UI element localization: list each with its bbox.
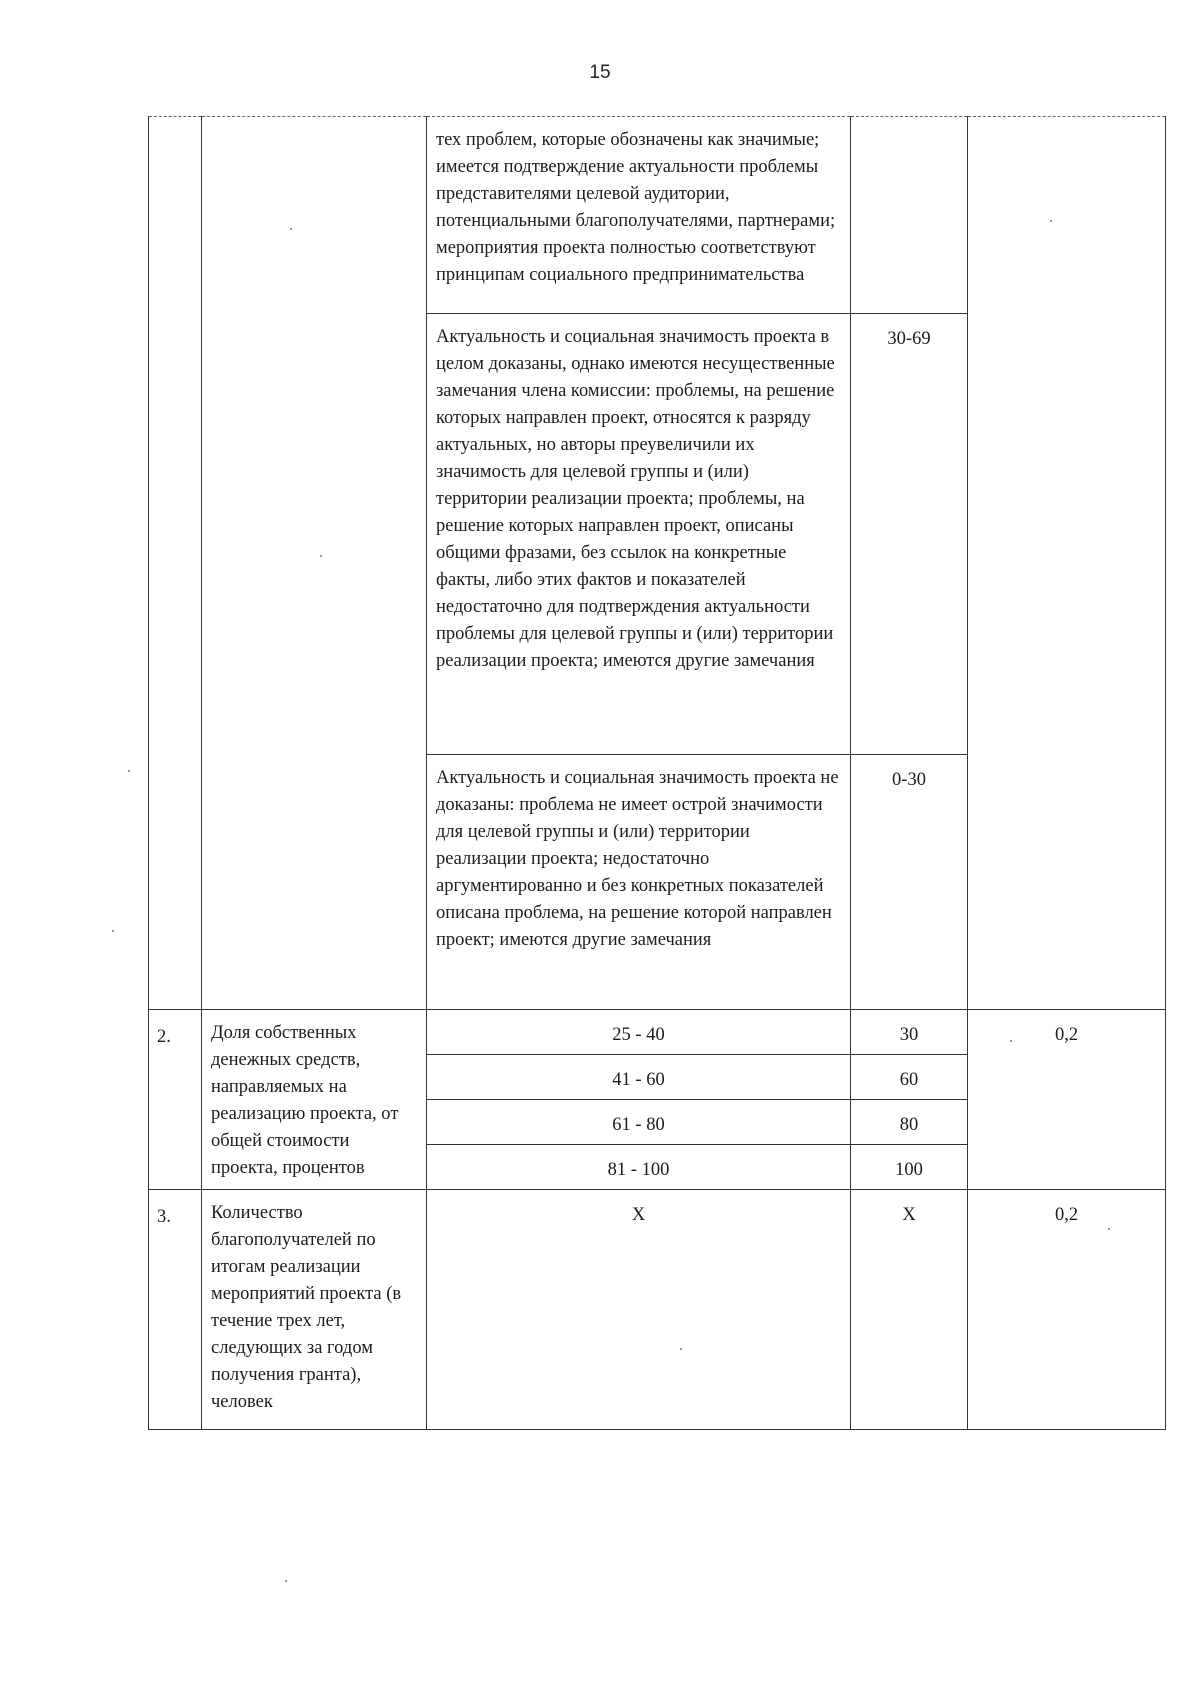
score-value: 30-69 — [887, 329, 931, 349]
weight-cell-3 — [968, 1190, 1166, 1430]
score-value: X — [902, 1205, 916, 1225]
scan-speck — [290, 228, 292, 230]
range-value: 61 - 80 — [612, 1115, 665, 1135]
score-value: 30 — [899, 1025, 919, 1045]
scan-speck — [1010, 1040, 1012, 1042]
range-value: 25 - 40 — [612, 1025, 665, 1045]
score-value: 0-30 — [892, 770, 926, 790]
score-cell — [851, 117, 968, 314]
score-cell — [851, 314, 968, 755]
range-value: 41 - 60 — [612, 1070, 665, 1090]
score-cell — [851, 1055, 968, 1100]
description-text: Актуальность и социальная значимость проекта в целом доказаны, однако имеются несущественные замечания члена комиссии: проблемы, на решение которых направлен проект, относятся к разряду актуальных, но авторы преувеличили их значимость для целевой группы и (или) территории реализации проекта; проблемы, на решение которых направлен проект, описаны общими фразами, без ссылок на конкретные факты, либо этих фактов и показателей недостаточно для подтверждения актуальности проблемы для целевой группы и (или) территории реализации проекта; имеются другие замечания — [436, 327, 835, 671]
score-cell — [851, 755, 968, 1010]
score-value: 60 — [899, 1070, 919, 1090]
table-row — [149, 1190, 1166, 1430]
weight-value: 0,2 — [1054, 1025, 1079, 1045]
range-cell — [427, 1145, 851, 1190]
scan-speck — [128, 770, 130, 772]
scan-speck — [320, 555, 322, 557]
description-text: X — [631, 1205, 646, 1225]
description-cell — [427, 117, 851, 314]
scan-speck — [1050, 220, 1052, 222]
table-row — [149, 1010, 1166, 1055]
description-cell — [427, 1190, 851, 1430]
description-text: Актуальность и социальная значимость проекта не доказаны: проблема не имеет острой значимости для целевой группы и (или) территории реализации проекта; недостаточно аргументированно и без конкретных показателей описана проблема, на решение которой направлен проект; имеются другие замечания — [436, 768, 839, 950]
scan-speck — [1108, 1228, 1110, 1230]
description-cell — [427, 314, 851, 755]
description-cell — [427, 755, 851, 1010]
score-value: 80 — [899, 1115, 919, 1135]
criterion-name-cell-3 — [202, 1190, 427, 1430]
range-cell — [427, 1055, 851, 1100]
num-cell-3 — [149, 1190, 202, 1430]
range-value: 81 - 100 — [607, 1160, 670, 1180]
num-cell-1 — [149, 117, 202, 1010]
weight-value: 0,2 — [1054, 1205, 1079, 1225]
score-cell — [851, 1100, 968, 1145]
score-cell — [851, 1010, 968, 1055]
page-number: 15 — [589, 62, 611, 83]
score-cell — [851, 1190, 968, 1430]
criterion-name-cell-1 — [202, 117, 427, 1010]
score-cell — [851, 1145, 968, 1190]
scan-speck — [285, 1580, 287, 1582]
description-text: тех проблем, которые обозначены как значимые; имеется подтверждение актуальности проблемы представителями целевой аудитории, потенциальными благополучателями, партнерами; мероприятия проекта полностью соответствуют принципам социального предпринимательства — [436, 130, 836, 285]
criteria-table — [148, 116, 1166, 1430]
criterion-number: 2. — [157, 1027, 171, 1047]
weight-cell-2 — [968, 1010, 1166, 1190]
criterion-name: Доля собственных денежных средств, направляемых на реализацию проекта, от общей стоимости проекта, процентов — [211, 1023, 399, 1178]
criterion-name: Количество благополучателей по итогам реализации мероприятий проекта (в течение трех лет, следующих за годом получения гранта), человек — [211, 1203, 402, 1412]
weight-cell-1 — [968, 117, 1166, 1010]
range-cell — [427, 1010, 851, 1055]
num-cell-2 — [149, 1010, 202, 1190]
score-value: 100 — [895, 1160, 923, 1180]
criterion-number: 3. — [157, 1207, 171, 1227]
criterion-name-cell-2 — [202, 1010, 427, 1190]
table-row — [149, 117, 1166, 314]
scan-speck — [680, 1348, 682, 1350]
scan-speck — [112, 930, 114, 932]
range-cell — [427, 1100, 851, 1145]
